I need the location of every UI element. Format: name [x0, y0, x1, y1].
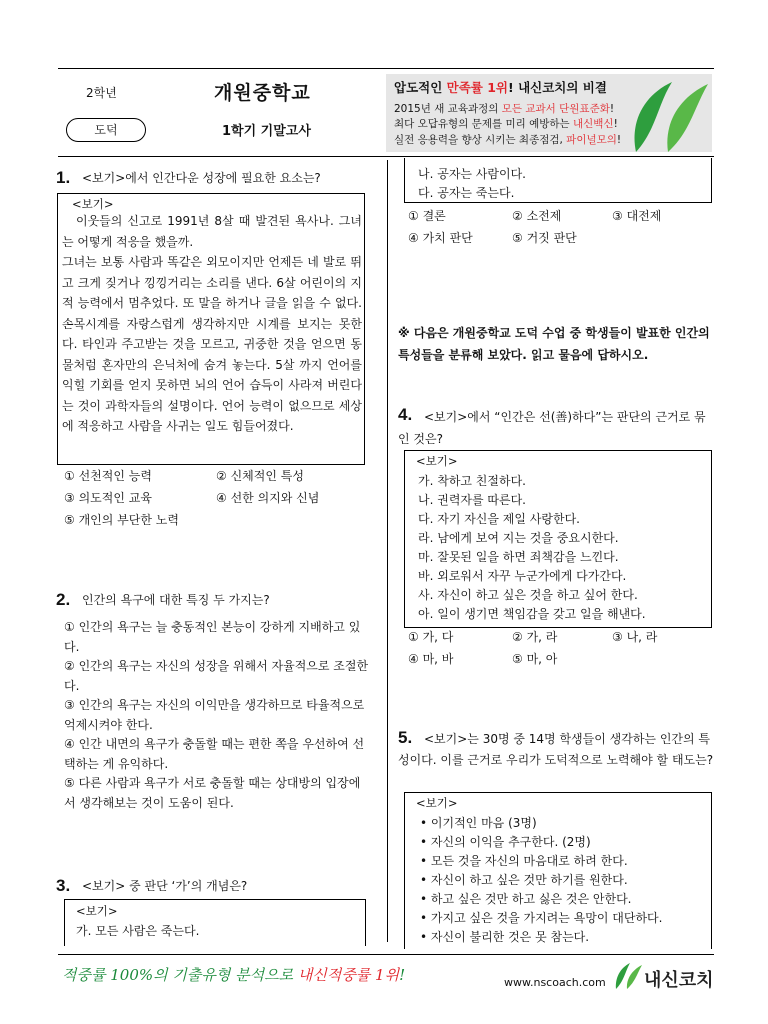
q1-number: 1. — [56, 168, 71, 187]
q4-choice-1[interactable]: ① 가, 다 — [408, 630, 454, 644]
subject-badge: 도덕 — [66, 118, 146, 142]
footer-url[interactable]: www.nscoach.com — [504, 976, 606, 989]
promo-title: 압도적인 만족률 1위! 내신코치의 비결 — [394, 80, 607, 95]
q4-choice-5[interactable]: ⑤ 마, 아 — [512, 652, 558, 666]
q4-line-8: 아. 일이 생기면 책임감을 갖고 일을 해낸다. — [418, 607, 646, 621]
q3-number: 3. — [56, 876, 71, 895]
promo-line-2: 최다 오답유형의 문제를 미리 예방하는 내신백신! — [394, 118, 618, 130]
footer-rule — [58, 954, 714, 955]
q1-box-title: <보기> — [72, 197, 114, 211]
promo-line-1: 2015년 새 교육과정의 모든 교과서 단원표준화! — [394, 103, 615, 115]
section-notice: ※ 다음은 개원중학교 도덕 수업 중 학생들이 발표한 인간의 특성들을 분류해 보았다. 읽고 물음에 답하시오. — [398, 326, 710, 362]
q3-choice-1[interactable]: ① 결론 — [408, 209, 446, 223]
q1-choice-5[interactable]: ⑤ 개인의 부단한 노력 — [64, 513, 179, 527]
q2-choice-5[interactable]: ⑤ 다른 사람과 욕구가 서로 충돌할 때는 상대방의 입장에서 생각해보는 것이 도움이 된다. — [64, 776, 361, 810]
q4-number: 4. — [398, 405, 413, 424]
q4-choice-4[interactable]: ④ 마, 바 — [408, 652, 454, 666]
q2-choice-2[interactable]: ② 인간의 욕구는 자신의 성장을 위해서 자율적으로 조절한다. — [64, 659, 369, 693]
q4-choice-3[interactable]: ③ 나, 라 — [612, 630, 658, 644]
q3-line-3: 다. 공자는 죽는다. — [418, 186, 515, 200]
q2-question: 인간의 욕구에 대한 특징 두 가지는? — [82, 593, 270, 607]
q4-choice-2[interactable]: ② 가, 라 — [512, 630, 558, 644]
q5-line-2: • 자신의 이익을 추구한다. (2명) — [420, 835, 591, 849]
q5-question: <보기>는 30명 중 14명 학생들이 생각하는 인간의 특성이다. 이를 근거로 우리가 도덕적으로 노력해야 할 태도는? — [398, 732, 714, 767]
header-bottom-rule — [58, 156, 714, 157]
q3-choice-5[interactable]: ⑤ 거짓 판단 — [512, 231, 577, 245]
q4-line-4: 라. 남에게 보여 지는 것을 중요시한다. — [418, 531, 619, 545]
q5-box-title: <보기> — [416, 796, 458, 810]
q3-line-1: 가. 모든 사람은 죽는다. — [76, 924, 200, 938]
q2-choice-1[interactable]: ① 인간의 욕구는 늘 충동적인 본능이 강하게 지배하고 있다. — [64, 620, 361, 654]
q5-line-4: • 자신이 하고 싶은 것만 하기를 원한다. — [420, 873, 628, 887]
q1-choice-1[interactable]: ① 선천적인 능력 — [64, 469, 152, 483]
promo-line-3: 실전 응용력을 향상 시키는 최종점검, 파이널모의! — [394, 134, 622, 146]
q4-question: <보기>에서 “인간은 선(善)하다”는 판단의 근거로 묶인 것은? — [398, 410, 706, 446]
q3-choice-2[interactable]: ② 소전제 — [512, 209, 562, 223]
school-title: 개원중학교 — [214, 82, 311, 104]
q3-choice-4[interactable]: ④ 가치 판단 — [408, 231, 473, 245]
q4-line-5: 마. 잘못된 일을 하면 죄책감을 느낀다. — [418, 550, 619, 564]
q5-line-7: • 자신이 불리한 것은 못 참는다. — [420, 930, 590, 944]
brand-name: 내신코치 — [644, 970, 714, 991]
q1-choice-3[interactable]: ③ 의도적인 교육 — [64, 491, 152, 505]
q4-line-3: 다. 자기 자신을 제일 사랑한다. — [418, 512, 580, 526]
q3-question: <보기> 중 판단 ‘가’의 개념은? — [82, 879, 248, 893]
q4-line-6: 바. 외로워서 자꾸 누군가에게 다가간다. — [418, 569, 627, 583]
q1-passage: 이웃들의 신고로 1991년 8살 때 발견된 욕사나. 그녀는 어떻게 적응을 했을까. 그녀는 보통 사람과 똑같은 외모이지만 언제든 네 발로 뛰고 크게 짖거나 낑낑거리는 소리를 낸다. 6살 어린이의 지적 능력에서 멈추었다. 또 말을 하거나 글을 읽을 수 없다. 손목시계를 자랑스럽게 생각하지만 시계를 보지는 못한다. 타인과 주고받는 것을 모르고, 귀중한 것을 얻으면 동물처럼 혼자만의 은닉처에 숨겨 놓는다. 5살 까지 언어를 익힐 기회를 얻지 못하면 뇌의 언어 습득이 사라져 버린다는 것이 과학자들의 설명이다. 언어 능력이 없으므로 세상에 적응하고 사람을 사귀는 일도 힘들어졌다. — [62, 214, 362, 433]
leaf-logo-icon — [628, 74, 716, 154]
q5-number: 5. — [398, 728, 413, 747]
q3-line-2: 나. 공자는 사람이다. — [418, 167, 526, 181]
q4-line-7: 사. 자신이 하고 싶은 것을 하고 싶어 한다. — [418, 588, 638, 602]
q1-question: <보기>에서 인간다운 성장에 필요한 요소는? — [82, 171, 321, 185]
exam-title: 1학기 기말고사 — [222, 124, 311, 139]
q3-choice-3[interactable]: ③ 대전제 — [612, 209, 662, 223]
q4-line-2: 나. 권력자를 따른다. — [418, 493, 526, 507]
q5-line-6: • 가지고 싶은 것을 가지려는 욕망이 대단하다. — [420, 911, 663, 925]
q1-choice-4[interactable]: ④ 선한 의지와 신념 — [216, 491, 320, 505]
q2-choice-4[interactable]: ④ 인간 내면의 욕구가 충돌할 때는 편한 쪽을 우선하여 선택하는 게 유익하다. — [64, 737, 365, 771]
column-divider — [387, 160, 388, 942]
q4-line-1: 가. 착하고 친절하다. — [418, 474, 526, 488]
q5-line-3: • 모든 것을 자신의 마음대로 하려 한다. — [420, 854, 628, 868]
grade-label: 2학년 — [86, 86, 117, 100]
footer-slogan: 적중률 100%의 기출유형 분석으로 내신적중률 1위! — [62, 966, 406, 984]
q2-choice-3[interactable]: ③ 인간의 욕구는 자신의 이익만을 생각하므로 타율적으로 억제시켜야 한다. — [64, 698, 365, 732]
q5-line-1: • 이기적인 마음 (3명) — [420, 816, 537, 830]
q5-line-5: • 하고 싶은 것만 하고 싫은 것은 안한다. — [420, 892, 632, 906]
q3-box-title: <보기> — [76, 904, 118, 918]
q4-box-title: <보기> — [416, 454, 458, 468]
header-top-rule — [58, 68, 714, 69]
brand-logo-icon — [614, 962, 644, 990]
q2-number: 2. — [56, 590, 71, 609]
q1-choice-2[interactable]: ② 신체적인 특성 — [216, 469, 304, 483]
